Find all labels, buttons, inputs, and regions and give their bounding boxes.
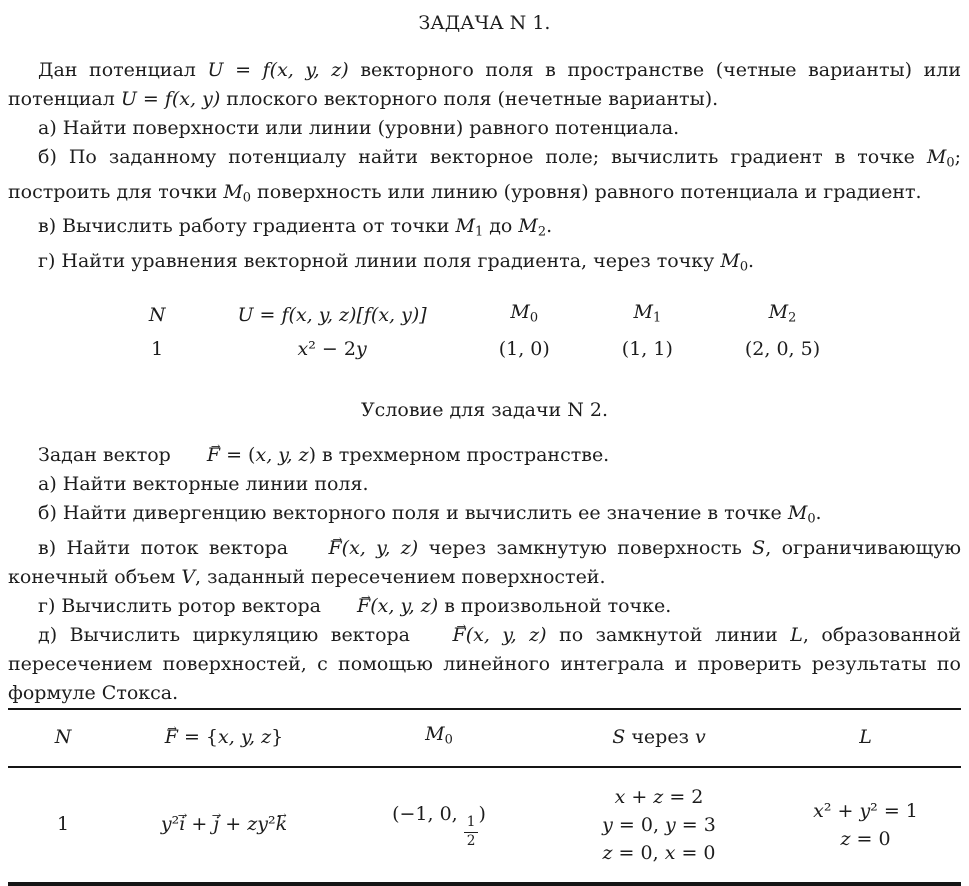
t2-header-n: N — [8, 709, 118, 767]
t2-cell-l-line1: x² + y² = 1 — [813, 799, 918, 822]
t2-cell-s — [548, 767, 770, 884]
task2-table-row — [8, 767, 961, 884]
t2-cell-l — [770, 767, 961, 884]
task1-intro: Дан потенциал U = f(x, y, z) векторного поля в пространстве (четные варианты) или потенциал U = f(x, y) плоского векторного поля (нечетные варианты). — [8, 59, 962, 110]
t2-header-f: F → = {x, y, z} — [118, 709, 330, 767]
task1-item-a: а) Найти поверхности или линии (уровни) равного потенциала. — [38, 117, 680, 139]
task2-intro: Задан вектор F → = (x, y, z) в трехмерном пространстве. — [8, 441, 961, 470]
task1-item-v: в) Вычислить работу градиента от точки $M_1$ до $M_2$. — [38, 215, 553, 240]
t1-cell-u: x² − 2y — [297, 338, 367, 361]
t2-cell-f: y²i → + j → + zy²k → — [118, 767, 330, 884]
t2-cell-m0: (−1, 0, $\frac{1}{2}$ ) — [392, 802, 486, 849]
t1-header-m2: $M_2$ — [768, 301, 797, 327]
task1-item-b: б) По заданному потенциалу найти векторное поле; вычислить градиент в точке $M_0$; построить для точки $M_0$ поверхность или линию (уровня) равного потенциала и градиент. — [8, 146, 961, 206]
task1-item-g: г) Найти уравнения векторной линии поля градиента, через точку $M_0$. — [38, 249, 755, 275]
t2-cell-s-line1: x + z = 2 — [614, 785, 704, 808]
t1-header-u: U = f(x, y, z)[f(x, y)] — [237, 304, 427, 327]
t2-cell-n: 1 — [56, 813, 70, 836]
t2-cell-s-line3: z = 0, x = 0 — [602, 841, 716, 864]
task2-item-g: г) Вычислить ротор вектора F →(x, y, z) в произвольной точке. — [8, 592, 961, 621]
task1-table-header-row — [113, 297, 856, 334]
t1-header-m0: $M_0$ — [510, 301, 539, 327]
t1-cell-m1: (1, 1) — [621, 338, 673, 361]
t2-header-l: L — [770, 709, 961, 767]
task2-variants-table — [8, 708, 961, 886]
task1-title: ЗАДАЧА N 1. — [418, 12, 551, 34]
t1-header-n: N — [148, 304, 166, 327]
t1-cell-m0: (1, 0) — [498, 338, 550, 361]
t2-header-s: S через v — [548, 709, 770, 767]
t1-header-m1: $M_1$ — [633, 301, 662, 327]
task2-title: Условие для задачи N 2. — [360, 399, 609, 422]
task1-variants-table — [113, 297, 856, 365]
t2-header-m0: $M_0$ — [330, 709, 548, 767]
task2-item-v: в) Найти поток вектора F →(x, y, z) через замкнутую поверхность S, ограничивающую конечный объем V, заданный пересечением поверхностей. — [8, 534, 961, 592]
t2-cell-s-line2: y = 0, y = 3 — [602, 813, 716, 836]
t2-cell-l-line2: z = 0 — [840, 827, 891, 850]
t1-cell-m2: (2, 0, 5) — [744, 338, 821, 361]
task1-table-row — [113, 334, 856, 365]
t1-cell-n: 1 — [151, 338, 164, 361]
task2-item-a: а) Найти векторные линии поля. — [38, 473, 369, 496]
task2-item-b: б) Найти дивергенцию векторного поля и вычислить ее значение в точке $M_0$. — [38, 502, 822, 527]
task2-table-header-row — [8, 709, 961, 767]
task2-item-d: д) Вычислить циркуляцию вектора F →(x, y, z) по замкнутой линии L, образованной пересечением поверхностей, с помощью линейного интеграла и проверить результаты по формуле Стокса. — [8, 621, 961, 708]
